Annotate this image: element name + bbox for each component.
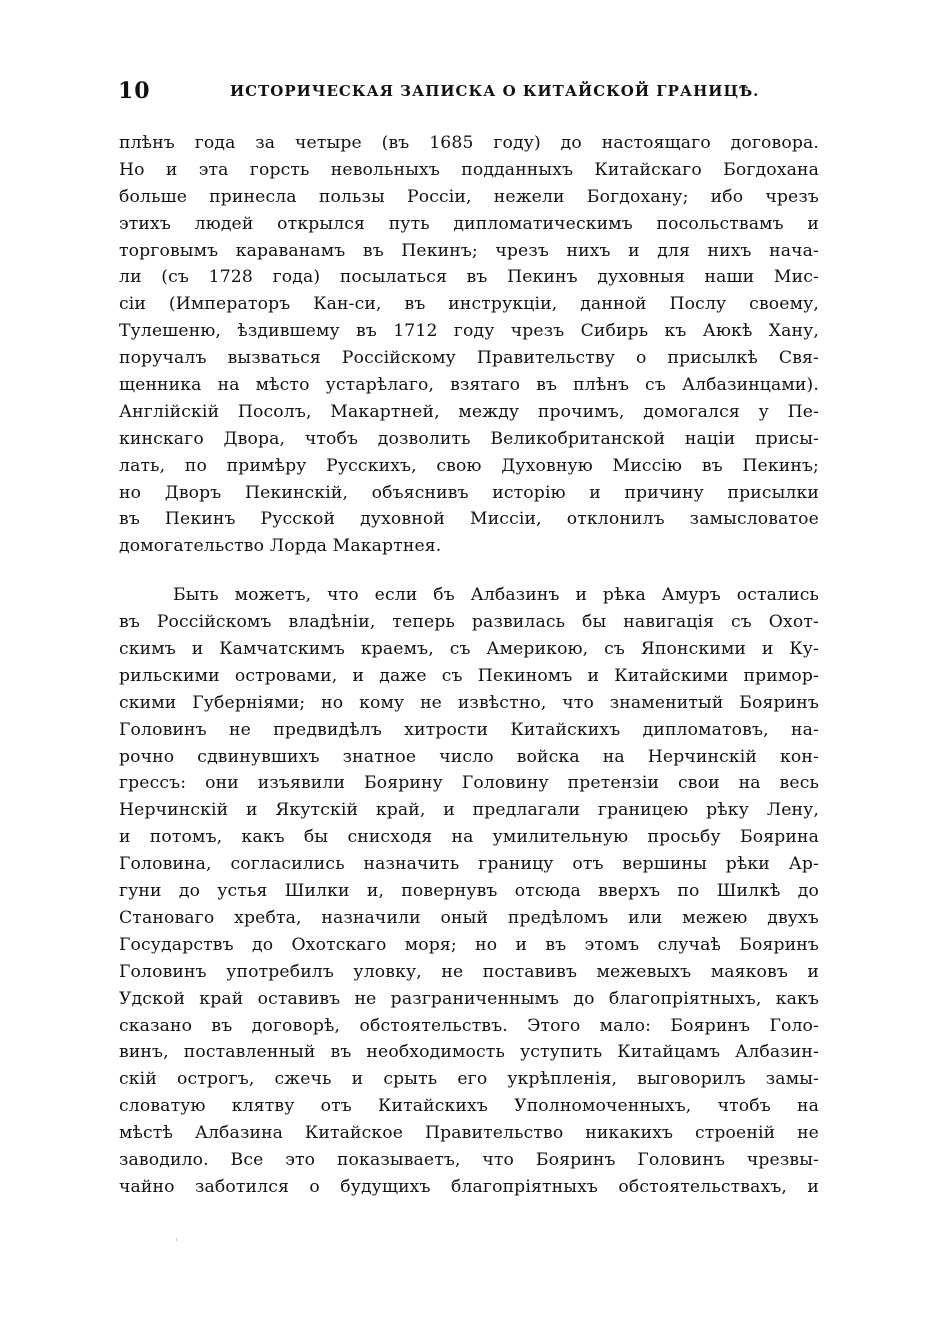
text-line: Головинъ употребилъ уловку, не поставивъ межевыхъ маяковъ и — [119, 961, 819, 982]
text-line: словатую клятву отъ Китайскихъ Уполномоченныхъ, чтобъ на — [119, 1096, 819, 1117]
text-line: въ Россійскомъ владѣніи, теперь развилась бы навигація съ Охот- — [119, 612, 819, 633]
text-line: Головинъ не предвидѣлъ хитрости Китайскихъ дипломатовъ, на- — [119, 719, 819, 740]
text-line: лать, по примѣру Русскихъ, свою Духовную Миссію въ Пекинъ; — [119, 455, 819, 476]
text-line: Тулешеню, ѣздившему въ 1712 году чрезъ Сибирь къ Аюкѣ Хану, — [119, 321, 819, 342]
text-line: винъ, поставленный въ необходимость уступить Китайцамъ Албазин- — [119, 1042, 819, 1063]
text-line: рильскими островами, и даже съ Пекиномъ и Китайскими примор- — [119, 665, 819, 686]
page-number: 10 — [118, 78, 151, 104]
text-line: рочно сдвинувшихъ знатное число войска на Нерчинскій кон- — [119, 746, 819, 767]
paragraph-1 — [119, 130, 819, 560]
paragraph-2 — [119, 582, 819, 1200]
text-line: сіи (Императоръ Кан-си, въ инструкціи, данной Послу своему, — [119, 294, 819, 315]
print-speck — [176, 1238, 177, 1241]
text-line: домогательство Лорда Макартнея. — [119, 536, 442, 557]
running-title: ИСТОРИЧЕСКАЯ ЗАПИСКА О КИТАЙСКОЙ ГРАНИЦѢ. — [230, 82, 760, 100]
text-line: Головина, согласились назначить границу отъ вершины рѣки Ар- — [119, 854, 819, 875]
text-line: и потомъ, какъ бы снисходя на умилительную просьбу Боярина — [119, 827, 819, 848]
text-line: чайно заботился о будущихъ благопріятныхъ обстоятельствахъ, и — [119, 1176, 819, 1197]
text-line: грессъ: они изъявили Боярину Головину претензіи свои на весь — [119, 773, 819, 794]
text-line: Но и эта горсть невольныхъ подданныхъ Китайскаго Богдохана — [119, 159, 819, 180]
text-line: Государствъ до Охотскаго моря; но и въ этомъ случаѣ Бояринъ — [119, 934, 819, 955]
text-line: въ Пекинъ Русской духовной Миссіи, отклонилъ замысловатое — [119, 509, 819, 530]
text-line: Становаго хребта, назначили оный предѣломъ или межею двухъ — [119, 907, 819, 928]
text-line: гуни до устья Шилки и, повернувъ отсюда вверхъ по Шилкѣ до — [119, 881, 819, 902]
text-line: заводило. Все это показываетъ, что Бояринъ Головинъ чрезвы- — [119, 1149, 819, 1170]
text-line: скій острогъ, сжечь и срыть его укрѣпленія, выговорилъ замы- — [119, 1069, 819, 1090]
text-line: торговымъ караванамъ въ Пекинъ; чрезъ нихъ и для нихъ нача- — [119, 240, 819, 261]
text-line: Удской край оставивъ не разграниченнымъ до благопріятныхъ, какъ — [119, 988, 819, 1009]
text-line: сказано въ договорѣ, обстоятельствъ. Этого мало: Бояринъ Голо- — [119, 1015, 819, 1036]
text-line: скимъ и Камчатскимъ краемъ, съ Америкою, съ Японскими и Ку- — [119, 639, 819, 660]
text-line: Нерчинскій и Якутскій край, и предлагали границею рѣку Лену, — [119, 800, 819, 821]
text-line: щенника на мѣсто устарѣлаго, взятаго въ плѣнъ съ Албазинцами). — [119, 375, 819, 396]
text-line: но Дворъ Пекинскій, объяснивъ исторію и причину присылки — [119, 482, 819, 503]
text-line: мѣстѣ Албазина Китайское Правительство никакихъ строеній не — [119, 1123, 819, 1144]
text-line: скими Губерніями; но кому не извѣстно, что знаменитый Бояринъ — [119, 692, 819, 713]
body-text — [119, 130, 819, 1201]
text-line: плѣнъ года за четыре (въ 1685 году) до настоящаго договора. — [119, 133, 819, 153]
text-line: поручалъ вызваться Россійскому Правительству о присылкѣ Свя- — [119, 348, 819, 369]
text-line: этихъ людей открылся путь дипломатическимъ посольствамъ и — [119, 213, 819, 234]
text-line: Быть можетъ, что если бъ Албазинъ и рѣка Амуръ остались — [173, 585, 819, 606]
text-line: кинскаго Двора, чтобъ дозволить Великобританской націи присы- — [119, 428, 819, 449]
text-line: Англійскій Посолъ, Макартней, между прочимъ, домогался у Пе- — [119, 401, 819, 422]
text-line: больше принесла пользы Россіи, нежели Богдохану; ибо чрезъ — [119, 186, 819, 207]
text-line: ли (съ 1728 года) посылаться въ Пекинъ духовныя наши Мис- — [119, 267, 819, 288]
